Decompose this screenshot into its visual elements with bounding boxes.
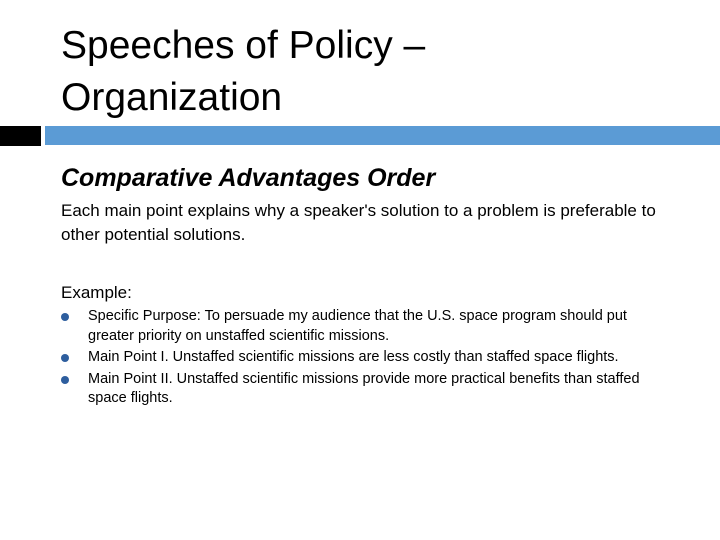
slide-subtitle: Comparative Advantages Order: [61, 164, 436, 192]
bullet-item-main-point-1: [61, 348, 671, 368]
bullet-text: Main Point II. Unstaffed scientific missions provide more practical benefits than staffed space flights.: [88, 370, 640, 406]
slide-title-line-1: Speeches of Policy –: [61, 24, 426, 67]
circle-bullet-icon: [61, 313, 69, 321]
description-text: Each main point explains why a speaker's solution to a problem is preferable to other potential solutions.: [61, 201, 656, 244]
circle-bullet-icon: [61, 354, 69, 362]
example-label: Example:: [61, 283, 132, 302]
bullet-item-specific-purpose: [61, 307, 671, 346]
circle-bullet-icon: [61, 376, 69, 384]
title-divider-dark-block: [0, 126, 41, 146]
bullet-text: Main Point I. Unstaffed scientific missions are less costly than staffed space flights.: [88, 349, 619, 365]
title-divider-accent-bar: [45, 126, 720, 145]
bullet-item-main-point-2: [61, 370, 671, 409]
bullet-text: Specific Purpose: To persuade my audience that the U.S. space program should put greater priority on unstaffed scientific missions.: [88, 308, 627, 344]
slide-title: [61, 20, 681, 124]
slide-title-line-2: Organization: [61, 76, 283, 119]
example-bullet-list: [61, 307, 671, 411]
